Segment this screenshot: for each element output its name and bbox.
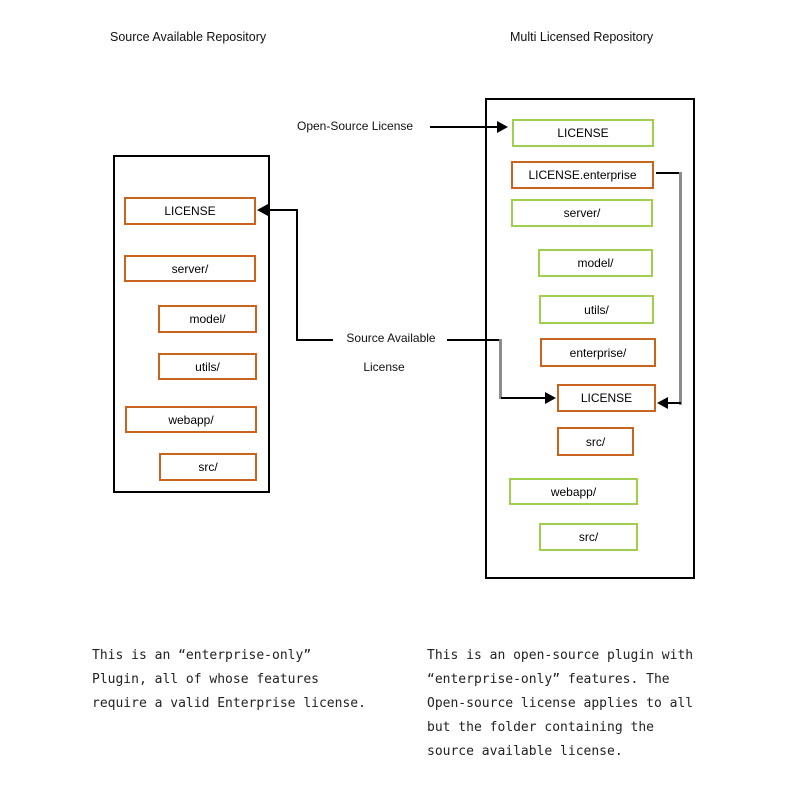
source-available-label-line1: Source Available: [333, 331, 449, 345]
connector-line: [267, 209, 298, 211]
connector-line: [296, 209, 298, 341]
note-line: but the folder containing the: [427, 720, 654, 735]
left-folder-src: src/: [159, 453, 257, 481]
arrowhead-icon: [545, 392, 556, 404]
connector-line: [501, 397, 546, 399]
right-folder-src-enterprise: src/: [557, 427, 634, 456]
note-line: This is an open-source plugin with: [427, 648, 694, 663]
right-repo-title: Multi Licensed Repository: [510, 30, 654, 44]
connector-line: [430, 126, 498, 128]
note-line: source available license.: [427, 744, 623, 759]
connector-line: [679, 172, 682, 405]
source-available-label-line2: License: [336, 360, 432, 374]
right-file-license-sa: LICENSE: [557, 384, 656, 412]
arrowhead-icon: [657, 397, 668, 409]
right-folder-utils: utils/: [539, 295, 654, 324]
left-folder-server: server/: [124, 255, 256, 282]
right-repo-note: [427, 644, 693, 764]
connector-line: [297, 339, 335, 341]
arrowhead-icon: [497, 121, 508, 133]
connector-line: [499, 339, 502, 399]
left-repo-note: [92, 644, 366, 716]
open-source-license-label: Open-Source License: [294, 119, 416, 133]
right-folder-server: server/: [511, 199, 653, 227]
note-line: Plugin, all of whose features: [92, 672, 319, 687]
right-folder-webapp: webapp/: [509, 478, 638, 505]
left-file-license: LICENSE: [124, 197, 256, 225]
note-line: require a valid Enterprise license.: [92, 696, 366, 711]
note-line: “enterprise-only” features. The: [427, 672, 670, 687]
right-folder-model: model/: [538, 249, 653, 277]
left-repo-title: Source Available Repository: [110, 30, 267, 44]
right-folder-enterprise: enterprise/: [540, 338, 656, 367]
left-folder-webapp: webapp/: [125, 406, 257, 433]
right-file-license-enterprise: LICENSE.enterprise: [511, 161, 654, 189]
left-folder-utils: utils/: [158, 353, 257, 380]
right-file-license-open: LICENSE: [512, 119, 654, 147]
note-line: Open-source license applies to all: [427, 696, 694, 711]
left-folder-model: model/: [158, 305, 257, 333]
connector-line: [668, 402, 681, 404]
right-folder-src: src/: [539, 523, 638, 551]
arrowhead-icon: [257, 204, 268, 216]
connector-line: [447, 339, 502, 341]
note-line: This is an “enterprise-only”: [92, 648, 312, 663]
